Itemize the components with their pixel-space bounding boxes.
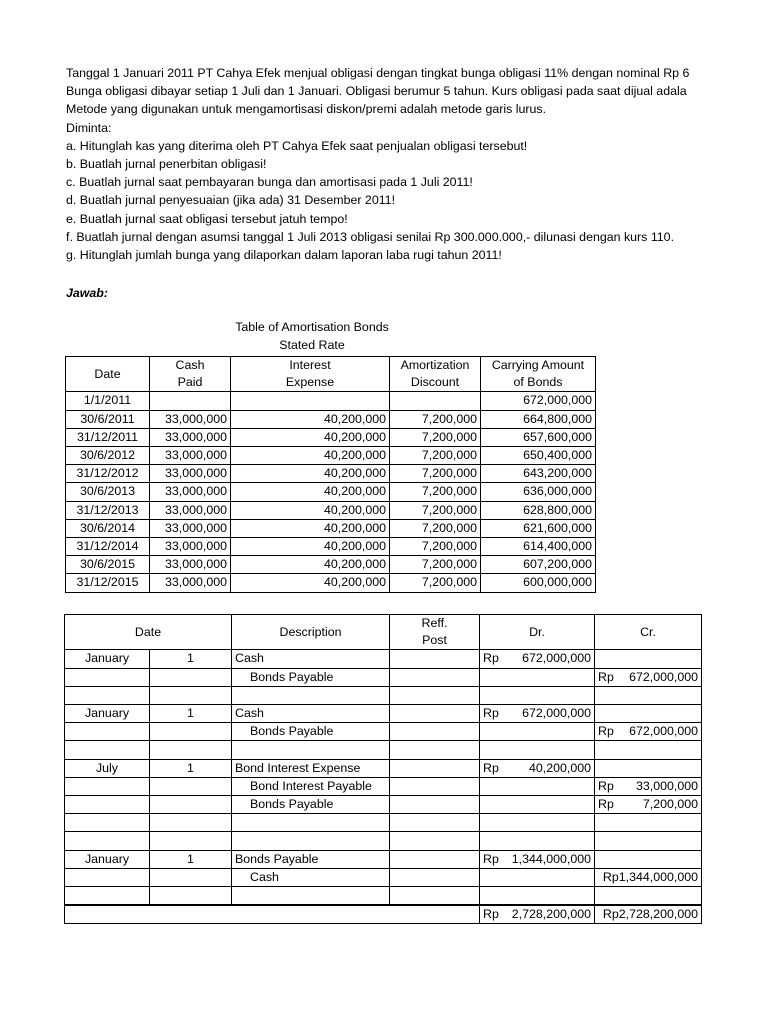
amortization-row: [66, 501, 596, 519]
row-interest-expense: 40,200,000: [231, 538, 390, 556]
journal-day: [150, 686, 232, 704]
journal-month: [65, 723, 150, 741]
amount-value: 672,000,000: [522, 651, 591, 666]
journal-row: [65, 777, 702, 795]
amortization-row: [66, 447, 596, 465]
journal-debit: [480, 759, 595, 777]
row-carrying-amount: 650,400,000: [481, 447, 596, 465]
journal-row: [65, 796, 702, 814]
journal-description: Cash: [232, 705, 390, 723]
journal-day: [150, 868, 232, 886]
journal-month: [65, 868, 150, 886]
journal-description: [232, 886, 390, 905]
header-discount: Discount: [390, 374, 481, 392]
journal-debit: [480, 650, 595, 668]
amount-value: 672,000,000: [629, 724, 698, 739]
journal-reff-post: [390, 868, 480, 886]
row-interest-expense: 40,200,000: [231, 410, 390, 428]
journal-month: July: [65, 759, 150, 777]
row-date: 31/12/2013: [66, 501, 150, 519]
journal-description: [232, 832, 390, 850]
row-date: 1/1/2011: [66, 392, 150, 410]
row-amortization: 7,200,000: [390, 556, 481, 574]
row-carrying-amount: 664,800,000: [481, 410, 596, 428]
journal-header-description: Description: [232, 615, 390, 650]
journal-reff-post: [390, 705, 480, 723]
row-carrying-amount: 628,800,000: [481, 501, 596, 519]
journal-debit: [480, 814, 595, 832]
journal-description: [232, 741, 390, 759]
journal-row: [65, 868, 702, 886]
row-cash-paid: 33,000,000: [150, 501, 231, 519]
journal-debit: [480, 723, 595, 741]
row-interest-expense: 40,200,000: [231, 447, 390, 465]
row-cash-paid: 33,000,000: [150, 556, 231, 574]
journal-month: [65, 741, 150, 759]
currency-symbol: Rp: [483, 706, 499, 720]
amount-value: 2,728,200,000: [511, 907, 591, 922]
journal-reff-post: [390, 668, 480, 686]
row-cash-paid: 33,000,000: [150, 428, 231, 446]
journal-month: January: [65, 705, 150, 723]
journal-credit: [595, 832, 702, 850]
row-interest-expense: 40,200,000: [231, 465, 390, 483]
currency-symbol: Rp: [598, 778, 614, 793]
row-cash-paid: 33,000,000: [150, 410, 231, 428]
amount-value: 40,200,000: [528, 760, 591, 775]
journal-credit: [595, 668, 702, 686]
journal-credit: [595, 814, 702, 832]
journal-row: [65, 686, 702, 704]
journal-day: 1: [150, 850, 232, 868]
journal-credit: [595, 759, 702, 777]
amount-value: 1,344,000,000: [511, 851, 591, 866]
currency-symbol: Rp: [483, 907, 499, 922]
row-date: 30/6/2011: [66, 410, 150, 428]
journal-reff-post: [390, 723, 480, 741]
journal-day: [150, 832, 232, 850]
header-interest: Interest: [231, 357, 390, 375]
amortization-row: [66, 410, 596, 428]
journal-month: [65, 814, 150, 832]
row-cash-paid: 33,000,000: [150, 465, 231, 483]
journal-description: Bonds Payable: [232, 668, 390, 686]
amortization-row: [66, 538, 596, 556]
row-date: 30/6/2015: [66, 556, 150, 574]
currency-symbol: Rp: [483, 851, 499, 866]
journal-row: [65, 759, 702, 777]
journal-day: [150, 777, 232, 795]
journal-row: [65, 668, 702, 686]
header-cash: Cash: [150, 357, 231, 375]
amortization-row: [66, 556, 596, 574]
journal-row: [65, 650, 702, 668]
journal-reff-post: [390, 759, 480, 777]
row-date: 30/6/2012: [66, 447, 150, 465]
amortization-table: [65, 356, 596, 593]
row-carrying-amount: 643,200,000: [481, 465, 596, 483]
journal-description: Bonds Payable: [232, 850, 390, 868]
journal-debit: [480, 796, 595, 814]
header-date: Date: [66, 357, 150, 392]
journal-row: [65, 886, 702, 905]
amount-value: 7,200,000: [642, 797, 698, 811]
currency-symbol: Rp: [598, 724, 614, 739]
journal-credit: [595, 777, 702, 795]
row-date: 30/6/2014: [66, 519, 150, 537]
journal-description: Cash: [232, 650, 390, 668]
journal-credit: [595, 686, 702, 704]
currency-symbol: Rp: [598, 797, 614, 811]
row-amortization: 7,200,000: [390, 447, 481, 465]
journal-reff-post: [390, 814, 480, 832]
amortization-row: [66, 483, 596, 501]
journal-reff-post: [390, 850, 480, 868]
row-carrying-amount: 600,000,000: [481, 574, 596, 592]
journal-reff-post: [390, 832, 480, 850]
journal-debit: [480, 886, 595, 905]
journal-month: [65, 886, 150, 905]
journal-row: [65, 850, 702, 868]
row-cash-paid: 33,000,000: [150, 574, 231, 592]
amortization-row: [66, 392, 596, 410]
amortization-subtitle: Stated Rate: [279, 338, 345, 352]
journal-header-reff: Reff.: [390, 615, 480, 633]
row-cash-paid: 33,000,000: [150, 538, 231, 556]
question-line: d. Buatlah jurnal penyesuaian (jika ada) 31 Desember 2011!: [66, 193, 396, 208]
currency-symbol: Rp: [483, 651, 499, 666]
amortization-row: [66, 428, 596, 446]
journal-month: [65, 686, 150, 704]
journal-total-credit: Rp2,728,200,000: [595, 905, 702, 924]
journal-debit: [480, 705, 595, 723]
journal-credit: [595, 723, 702, 741]
journal-month: [65, 796, 150, 814]
journal-day: [150, 723, 232, 741]
journal-debit: [480, 686, 595, 704]
row-interest-expense: 40,200,000: [231, 574, 390, 592]
question-line: b. Buatlah jurnal penerbitan obligasi!: [66, 156, 267, 171]
journal-row: [65, 723, 702, 741]
header-carrying: Carrying Amount: [481, 357, 596, 375]
journal-reff-post: [390, 886, 480, 905]
amortization-row: [66, 519, 596, 537]
row-interest-expense: 40,200,000: [231, 428, 390, 446]
row-carrying-amount: 657,600,000: [481, 428, 596, 446]
journal-credit: [595, 705, 702, 723]
journal-description: Cash: [232, 868, 390, 886]
journal-month: [65, 777, 150, 795]
journal-reff-post: [390, 686, 480, 704]
amortization-title: Table of Amortisation Bonds: [235, 320, 389, 334]
journal-description: Bonds Payable: [232, 796, 390, 814]
row-amortization: 7,200,000: [390, 501, 481, 519]
journal-day: [150, 814, 232, 832]
row-interest-expense: 40,200,000: [231, 556, 390, 574]
header-amortization: Amortization: [390, 357, 481, 375]
journal-debit: [480, 741, 595, 759]
header-expense: Expense: [231, 374, 390, 392]
journal-header-date: Date: [65, 615, 232, 650]
row-date: 31/12/2011: [66, 428, 150, 446]
journal-reff-post: [390, 650, 480, 668]
question-line: Bunga obligasi dibayar setiap 1 Juli dan 1 Januari. Obligasi berumur 5 tahun. Kurs obligasi pada saat dijual adala: [66, 84, 687, 99]
journal-row: [65, 814, 702, 832]
journal-header-dr: Dr.: [480, 615, 595, 650]
journal-month: [65, 668, 150, 686]
row-amortization: [390, 392, 481, 410]
journal-month: [65, 832, 150, 850]
row-amortization: 7,200,000: [390, 538, 481, 556]
amortization-header-row: [66, 357, 596, 375]
journal-debit: [480, 850, 595, 868]
journal-day: [150, 886, 232, 905]
header-paid: Paid: [150, 374, 231, 392]
row-date: 31/12/2014: [66, 538, 150, 556]
journal-row: [65, 832, 702, 850]
journal-debit: [480, 832, 595, 850]
question-line: a. Hitunglah kas yang diterima oleh PT Cahya Efek saat penjualan obligasi tersebut!: [66, 138, 528, 153]
journal-day: 1: [150, 759, 232, 777]
journal-header-post: Post: [390, 632, 480, 650]
journal-day: 1: [150, 705, 232, 723]
journal-total-spacer: [65, 905, 480, 924]
row-cash-paid: 33,000,000: [150, 447, 231, 465]
journal-row: [65, 741, 702, 759]
row-amortization: 7,200,000: [390, 574, 481, 592]
currency-symbol: Rp: [483, 760, 499, 775]
journal-day: [150, 668, 232, 686]
journal-day: [150, 741, 232, 759]
amount-value: 672,000,000: [522, 706, 591, 720]
question-line: e. Buatlah jurnal saat obligasi tersebut jatuh tempo!: [66, 211, 348, 226]
journal-description: Bonds Payable: [232, 723, 390, 741]
row-interest-expense: 40,200,000: [231, 501, 390, 519]
row-interest-expense: 40,200,000: [231, 483, 390, 501]
row-carrying-amount: 607,200,000: [481, 556, 596, 574]
header-of-bonds: of Bonds: [481, 374, 596, 392]
row-cash-paid: 33,000,000: [150, 519, 231, 537]
journal-credit: [595, 796, 702, 814]
row-amortization: 7,200,000: [390, 483, 481, 501]
journal-reff-post: [390, 777, 480, 795]
question-line: c. Buatlah jurnal saat pembayaran bunga dan amortisasi pada 1 Juli 2011!: [66, 175, 473, 190]
journal-row: [65, 705, 702, 723]
row-amortization: 7,200,000: [390, 519, 481, 537]
journal-day: [150, 796, 232, 814]
question-line: f. Buatlah jurnal dengan asumsi tanggal 1 Juli 2013 obligasi senilai Rp 300.000.000,- dilunasi dengan kurs 110.: [66, 229, 675, 244]
journal-credit: Rp1,344,000,000: [595, 868, 702, 886]
row-carrying-amount: 621,600,000: [481, 519, 596, 537]
journal-credit: [595, 650, 702, 668]
journal-debit: [480, 668, 595, 686]
jawab-label: Jawab:: [66, 286, 109, 300]
question-line: Tanggal 1 Januari 2011 PT Cahya Efek menjual obligasi dengan tingkat bunga obligasi 11% dengan nominal Rp 6: [66, 66, 690, 80]
question-line: g. Hitunglah jumlah bunga yang dilaporkan dalam laporan laba rugi tahun 2011!: [66, 247, 502, 262]
journal-table: [64, 614, 702, 924]
journal-debit: [480, 777, 595, 795]
amortization-row: [66, 574, 596, 592]
journal-day: 1: [150, 650, 232, 668]
question-text: [66, 64, 706, 264]
journal-reff-post: [390, 796, 480, 814]
journal-month: January: [65, 850, 150, 868]
journal-header-cr: Cr.: [595, 615, 702, 650]
row-date: 30/6/2013: [66, 483, 150, 501]
row-interest-expense: 40,200,000: [231, 519, 390, 537]
row-cash-paid: [150, 392, 231, 410]
journal-month: January: [65, 650, 150, 668]
journal-debit: [480, 868, 595, 886]
journal-reff-post: [390, 741, 480, 759]
amount-value: 33,000,000: [635, 778, 698, 793]
question-line: Diminta:: [66, 120, 112, 135]
row-amortization: 7,200,000: [390, 410, 481, 428]
journal-description: [232, 814, 390, 832]
row-date: 31/12/2015: [66, 574, 150, 592]
journal-total-row: [65, 905, 702, 924]
row-interest-expense: [231, 392, 390, 410]
journal-description: Bond Interest Expense: [232, 759, 390, 777]
journal-description: [232, 686, 390, 704]
journal-credit: [595, 741, 702, 759]
currency-symbol: Rp: [598, 669, 614, 684]
amortization-row: [66, 465, 596, 483]
journal-total-debit: [480, 905, 595, 924]
row-carrying-amount: 672,000,000: [481, 392, 596, 410]
row-cash-paid: 33,000,000: [150, 483, 231, 501]
amount-value: 672,000,000: [629, 669, 698, 684]
question-line: Metode yang digunakan untuk mengamortisasi diskon/premi adalah metode garis lurus.: [66, 102, 547, 117]
journal-credit: [595, 886, 702, 905]
journal-description: Bond Interest Payable: [232, 777, 390, 795]
row-carrying-amount: 636,000,000: [481, 483, 596, 501]
row-date: 31/12/2012: [66, 465, 150, 483]
journal-header-row: [65, 615, 702, 633]
row-carrying-amount: 614,400,000: [481, 538, 596, 556]
row-amortization: 7,200,000: [390, 465, 481, 483]
row-amortization: 7,200,000: [390, 428, 481, 446]
journal-credit: [595, 850, 702, 868]
